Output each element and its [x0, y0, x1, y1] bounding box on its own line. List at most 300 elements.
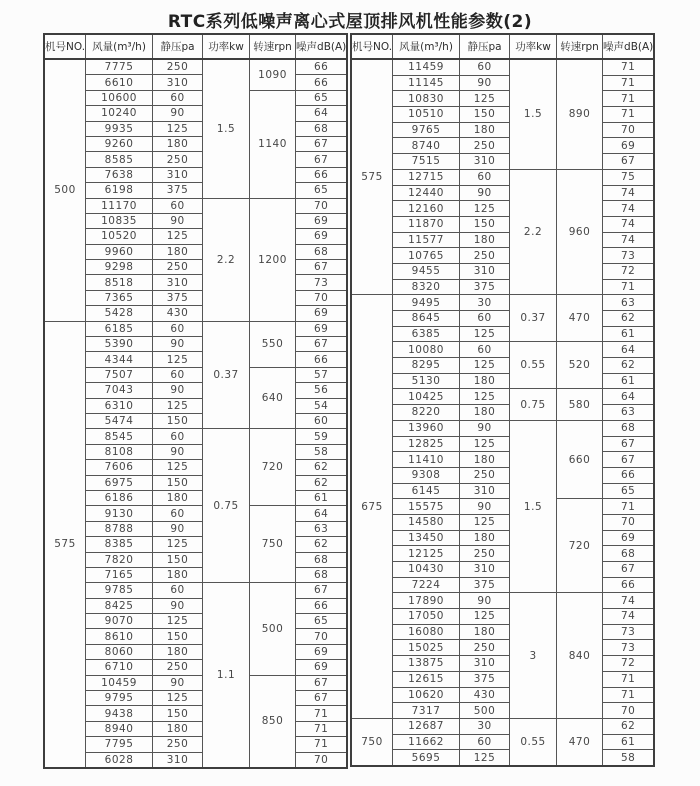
noise-cell: 74: [603, 201, 655, 217]
table-row: [351, 420, 654, 436]
noise-cell: 68: [296, 121, 348, 136]
table-row: [351, 107, 654, 123]
table-row: [44, 721, 347, 736]
table-row: [351, 671, 654, 687]
table-row: [351, 91, 654, 107]
noise-cell: 61: [603, 373, 655, 389]
power-cell: 1.5: [510, 59, 557, 169]
pressure-cell: 60: [153, 90, 203, 105]
airflow-cell: 6310: [86, 398, 153, 413]
table-row: [44, 752, 347, 768]
pressure-cell: 125: [153, 614, 203, 629]
table-row: [351, 656, 654, 672]
speed-cell: 1200: [250, 198, 296, 321]
header-row: [351, 34, 654, 59]
noise-cell: 64: [603, 389, 655, 405]
noise-cell: 63: [603, 295, 655, 311]
table-row: [44, 629, 347, 644]
table-row: [351, 452, 654, 468]
power-cell: 0.75: [510, 389, 557, 420]
noise-cell: 60: [296, 413, 348, 428]
pressure-cell: 150: [153, 706, 203, 721]
table-row: [351, 122, 654, 138]
table-row: [44, 260, 347, 275]
table-row: [351, 263, 654, 279]
noise-cell: 64: [296, 106, 348, 121]
airflow-cell: 9765: [393, 122, 460, 138]
power-cell: 0.37: [510, 295, 557, 342]
pressure-cell: 180: [153, 567, 203, 582]
table-row: [44, 614, 347, 629]
model-cell: 575: [44, 321, 86, 768]
noise-cell: 71: [603, 75, 655, 91]
noise-cell: 66: [296, 598, 348, 613]
airflow-cell: 12687: [393, 718, 460, 734]
pressure-cell: 310: [460, 154, 510, 170]
airflow-cell: 16080: [393, 624, 460, 640]
pressure-cell: 150: [460, 107, 510, 123]
airflow-cell: 8610: [86, 629, 153, 644]
noise-cell: 62: [296, 460, 348, 475]
table-row: [44, 552, 347, 567]
noise-cell: 70: [296, 752, 348, 768]
noise-cell: 73: [603, 624, 655, 640]
pressure-cell: 250: [460, 546, 510, 562]
table-row: [351, 326, 654, 342]
airflow-cell: 10830: [393, 91, 460, 107]
table-row: [351, 750, 654, 766]
table-row: [351, 169, 654, 185]
noise-cell: 66: [296, 59, 348, 75]
table-row: [351, 530, 654, 546]
pressure-cell: 90: [153, 106, 203, 121]
pressure-cell: 125: [460, 514, 510, 530]
table-row: [351, 342, 654, 358]
noise-cell: 69: [296, 644, 348, 659]
pressure-cell: 90: [153, 675, 203, 690]
speed-cell: 520: [557, 342, 603, 389]
noise-cell: 67: [296, 691, 348, 706]
pressure-cell: 180: [460, 373, 510, 389]
airflow-cell: 8545: [86, 429, 153, 444]
pressure-cell: 180: [460, 624, 510, 640]
airflow-cell: 11577: [393, 232, 460, 248]
table-row: [351, 562, 654, 578]
pressure-cell: 375: [460, 279, 510, 295]
table-row: [351, 358, 654, 374]
airflow-cell: 15575: [393, 499, 460, 515]
table-row: [44, 691, 347, 706]
noise-cell: 70: [296, 290, 348, 305]
pressure-cell: 125: [460, 358, 510, 374]
airflow-cell: 8425: [86, 598, 153, 613]
table-row: [44, 644, 347, 659]
table-row: [44, 152, 347, 167]
table-row: [44, 460, 347, 475]
airflow-cell: 14580: [393, 514, 460, 530]
airflow-cell: 7224: [393, 577, 460, 593]
airflow-cell: 9785: [86, 583, 153, 598]
table-row: [351, 389, 654, 405]
noise-cell: 66: [296, 75, 348, 90]
pressure-cell: 310: [153, 75, 203, 90]
speed-cell: 580: [557, 389, 603, 420]
noise-cell: 69: [296, 229, 348, 244]
pressure-cell: 310: [460, 562, 510, 578]
pressure-cell: 125: [460, 389, 510, 405]
pressure-cell: 125: [153, 229, 203, 244]
airflow-cell: 12615: [393, 671, 460, 687]
airflow-cell: 8320: [393, 279, 460, 295]
noise-cell: 67: [296, 583, 348, 598]
noise-cell: 71: [603, 279, 655, 295]
table-row: [351, 640, 654, 656]
noise-cell: 75: [603, 169, 655, 185]
noise-cell: 70: [603, 703, 655, 719]
noise-cell: 61: [603, 734, 655, 750]
pressure-cell: 125: [153, 352, 203, 367]
noise-cell: 67: [296, 136, 348, 151]
table-row: [351, 405, 654, 421]
noise-cell: 65: [296, 90, 348, 105]
table-row: [351, 546, 654, 562]
airflow-cell: 9795: [86, 691, 153, 706]
table-row: [351, 216, 654, 232]
pressure-cell: 250: [153, 737, 203, 752]
noise-cell: 73: [603, 640, 655, 656]
airflow-cell: 10510: [393, 107, 460, 123]
table-row: [44, 706, 347, 721]
pressure-cell: 250: [153, 260, 203, 275]
noise-cell: 71: [603, 687, 655, 703]
airflow-cell: 10620: [393, 687, 460, 703]
airflow-cell: 12125: [393, 546, 460, 562]
speed-cell: 720: [250, 429, 296, 506]
noise-cell: 71: [296, 737, 348, 752]
speed-cell: 660: [557, 420, 603, 498]
noise-cell: 74: [603, 593, 655, 609]
power-cell: 0.37: [203, 321, 250, 429]
noise-cell: 68: [296, 567, 348, 582]
pressure-cell: 125: [460, 201, 510, 217]
noise-cell: 71: [296, 706, 348, 721]
airflow-cell: 11459: [393, 59, 460, 75]
pressure-cell: 150: [153, 552, 203, 567]
pressure-cell: 180: [460, 530, 510, 546]
noise-cell: 65: [296, 183, 348, 198]
pressure-cell: 125: [153, 537, 203, 552]
table-row: [44, 475, 347, 490]
pressure-cell: 180: [460, 452, 510, 468]
table-row: [44, 675, 347, 690]
speed-cell: 720: [557, 499, 603, 593]
power-cell: 3: [510, 593, 557, 719]
noise-cell: 67: [296, 152, 348, 167]
pressure-cell: 250: [153, 660, 203, 675]
noise-cell: 70: [603, 514, 655, 530]
table-row: [351, 467, 654, 483]
pressure-cell: 310: [153, 752, 203, 768]
airflow-cell: 8740: [393, 138, 460, 154]
airflow-cell: 8940: [86, 721, 153, 736]
table-row: [44, 521, 347, 536]
airflow-cell: 11410: [393, 452, 460, 468]
table-row: [351, 248, 654, 264]
noise-cell: 74: [603, 216, 655, 232]
noise-cell: 68: [296, 244, 348, 259]
pressure-cell: 250: [153, 152, 203, 167]
table-row: [44, 337, 347, 352]
noise-cell: 67: [296, 675, 348, 690]
table-row: [44, 490, 347, 505]
airflow-cell: 6975: [86, 475, 153, 490]
table-row: [44, 106, 347, 121]
table-row: [351, 577, 654, 593]
pressure-cell: 375: [460, 671, 510, 687]
table-row: [44, 398, 347, 413]
noise-cell: 65: [296, 614, 348, 629]
table-row: [351, 703, 654, 719]
pressure-cell: 150: [153, 413, 203, 428]
airflow-cell: 9260: [86, 136, 153, 151]
noise-cell: 71: [603, 499, 655, 515]
airflow-cell: 13875: [393, 656, 460, 672]
pressure-cell: 90: [153, 337, 203, 352]
airflow-cell: 8060: [86, 644, 153, 659]
airflow-cell: 7795: [86, 737, 153, 752]
pressure-cell: 150: [153, 629, 203, 644]
airflow-cell: 7507: [86, 367, 153, 382]
noise-cell: 73: [296, 275, 348, 290]
power-cell: 1.5: [203, 59, 250, 198]
table-row: [44, 429, 347, 444]
model-cell: 750: [351, 718, 393, 766]
pressure-cell: 125: [153, 121, 203, 136]
pressure-cell: 90: [153, 383, 203, 398]
pressure-cell: 310: [153, 275, 203, 290]
noise-cell: 69: [296, 660, 348, 675]
airflow-cell: 5390: [86, 337, 153, 352]
pressure-cell: 60: [153, 583, 203, 598]
column-header: 风量(m³/h): [393, 34, 460, 59]
airflow-cell: 8108: [86, 444, 153, 459]
noise-cell: 69: [296, 213, 348, 228]
pressure-cell: 60: [153, 321, 203, 336]
pressure-cell: 125: [153, 460, 203, 475]
table-row: [44, 506, 347, 521]
noise-cell: 71: [603, 671, 655, 687]
table-row: [351, 138, 654, 154]
pressure-cell: 180: [153, 721, 203, 736]
table-row: [351, 499, 654, 515]
pressure-cell: 180: [153, 490, 203, 505]
table-row: [44, 660, 347, 675]
noise-cell: 61: [296, 490, 348, 505]
pressure-cell: 60: [153, 367, 203, 382]
pressure-cell: 125: [460, 326, 510, 342]
table-row: [351, 59, 654, 75]
noise-cell: 56: [296, 383, 348, 398]
table-row: [351, 279, 654, 295]
airflow-cell: 17890: [393, 593, 460, 609]
speed-cell: 640: [250, 367, 296, 429]
pressure-cell: 125: [153, 691, 203, 706]
airflow-cell: 10600: [86, 90, 153, 105]
table-row: [351, 593, 654, 609]
speed-cell: 840: [557, 593, 603, 719]
airflow-cell: 12715: [393, 169, 460, 185]
noise-cell: 62: [296, 537, 348, 552]
pressure-cell: 90: [153, 444, 203, 459]
airflow-cell: 7317: [393, 703, 460, 719]
speed-cell: 850: [250, 675, 296, 768]
noise-cell: 67: [296, 337, 348, 352]
table-row: [351, 734, 654, 750]
noise-cell: 69: [296, 306, 348, 321]
airflow-cell: 4344: [86, 352, 153, 367]
airflow-cell: 6028: [86, 752, 153, 768]
airflow-cell: 9960: [86, 244, 153, 259]
pressure-cell: 310: [460, 263, 510, 279]
noise-cell: 64: [603, 342, 655, 358]
noise-cell: 69: [603, 138, 655, 154]
airflow-cell: 9070: [86, 614, 153, 629]
column-header: 噪声dB(A): [296, 34, 348, 59]
noise-cell: 59: [296, 429, 348, 444]
airflow-cell: 8585: [86, 152, 153, 167]
column-header: 机号NO.: [351, 34, 393, 59]
airflow-cell: 9935: [86, 121, 153, 136]
airflow-cell: 7775: [86, 59, 153, 75]
pressure-cell: 30: [460, 295, 510, 311]
airflow-cell: 12440: [393, 185, 460, 201]
noise-cell: 58: [603, 750, 655, 766]
table-row: [351, 232, 654, 248]
power-cell: 0.55: [510, 718, 557, 766]
noise-cell: 67: [296, 260, 348, 275]
pressure-cell: 30: [460, 718, 510, 734]
airflow-cell: 7638: [86, 167, 153, 182]
table-row: [351, 514, 654, 530]
header-row: [44, 34, 347, 59]
airflow-cell: 7165: [86, 567, 153, 582]
pressure-cell: 310: [460, 656, 510, 672]
pressure-cell: 250: [153, 59, 203, 75]
airflow-cell: 7515: [393, 154, 460, 170]
pressure-cell: 500: [460, 703, 510, 719]
table-row: [351, 436, 654, 452]
airflow-cell: 6145: [393, 483, 460, 499]
noise-cell: 71: [296, 721, 348, 736]
noise-cell: 62: [603, 311, 655, 327]
table-row: [44, 321, 347, 336]
airflow-cell: 17050: [393, 609, 460, 625]
pressure-cell: 90: [460, 499, 510, 515]
noise-cell: 67: [603, 452, 655, 468]
airflow-cell: 6185: [86, 321, 153, 336]
table-row: [351, 718, 654, 734]
table-row: [351, 185, 654, 201]
pressure-cell: 60: [460, 734, 510, 750]
noise-cell: 68: [603, 546, 655, 562]
model-cell: 575: [351, 59, 393, 295]
noise-cell: 74: [603, 185, 655, 201]
airflow-cell: 8220: [393, 405, 460, 421]
airflow-cell: 9298: [86, 260, 153, 275]
noise-cell: 71: [603, 91, 655, 107]
pressure-cell: 90: [460, 75, 510, 91]
speed-cell: 550: [250, 321, 296, 367]
airflow-cell: 8645: [393, 311, 460, 327]
noise-cell: 62: [603, 718, 655, 734]
power-cell: 1.5: [510, 420, 557, 593]
pressure-cell: 150: [153, 475, 203, 490]
column-header: 功率kw: [510, 34, 557, 59]
column-header: 转速rpn: [557, 34, 603, 59]
noise-cell: 65: [603, 483, 655, 499]
pressure-cell: 90: [460, 185, 510, 201]
table-row: [44, 737, 347, 752]
speed-cell: 470: [557, 295, 603, 342]
speed-cell: 470: [557, 718, 603, 766]
pressure-cell: 150: [460, 216, 510, 232]
noise-cell: 72: [603, 263, 655, 279]
table-row: [44, 383, 347, 398]
pressure-cell: 375: [460, 577, 510, 593]
table-row: [44, 75, 347, 90]
pressure-cell: 250: [460, 248, 510, 264]
pressure-cell: 90: [460, 420, 510, 436]
table-row: [351, 154, 654, 170]
airflow-cell: 8295: [393, 358, 460, 374]
pressure-cell: 90: [153, 598, 203, 613]
power-cell: 0.75: [203, 429, 250, 583]
noise-cell: 74: [603, 609, 655, 625]
airflow-cell: 5428: [86, 306, 153, 321]
table-row: [44, 167, 347, 182]
speed-cell: 960: [557, 169, 603, 295]
pressure-cell: 180: [153, 244, 203, 259]
airflow-cell: 13960: [393, 420, 460, 436]
noise-cell: 64: [296, 506, 348, 521]
model-cell: 675: [351, 295, 393, 719]
airflow-cell: 7820: [86, 552, 153, 567]
table-row: [44, 598, 347, 613]
table-row: [44, 59, 347, 75]
speed-cell: 500: [250, 583, 296, 675]
airflow-cell: 7606: [86, 460, 153, 475]
column-header: 转速rpn: [250, 34, 296, 59]
noise-cell: 67: [603, 436, 655, 452]
pressure-cell: 430: [153, 306, 203, 321]
airflow-cell: 11662: [393, 734, 460, 750]
airflow-cell: 10520: [86, 229, 153, 244]
airflow-cell: 10835: [86, 213, 153, 228]
airflow-cell: 7043: [86, 383, 153, 398]
airflow-cell: 15025: [393, 640, 460, 656]
pressure-cell: 310: [153, 167, 203, 182]
noise-cell: 74: [603, 232, 655, 248]
table-row: [44, 537, 347, 552]
noise-cell: 69: [603, 530, 655, 546]
pressure-cell: 125: [460, 609, 510, 625]
speed-cell: 890: [557, 59, 603, 169]
speed-cell: 750: [250, 506, 296, 583]
noise-cell: 68: [296, 552, 348, 567]
airflow-cell: 11145: [393, 75, 460, 91]
pressure-cell: 125: [460, 91, 510, 107]
table-row: [44, 244, 347, 259]
